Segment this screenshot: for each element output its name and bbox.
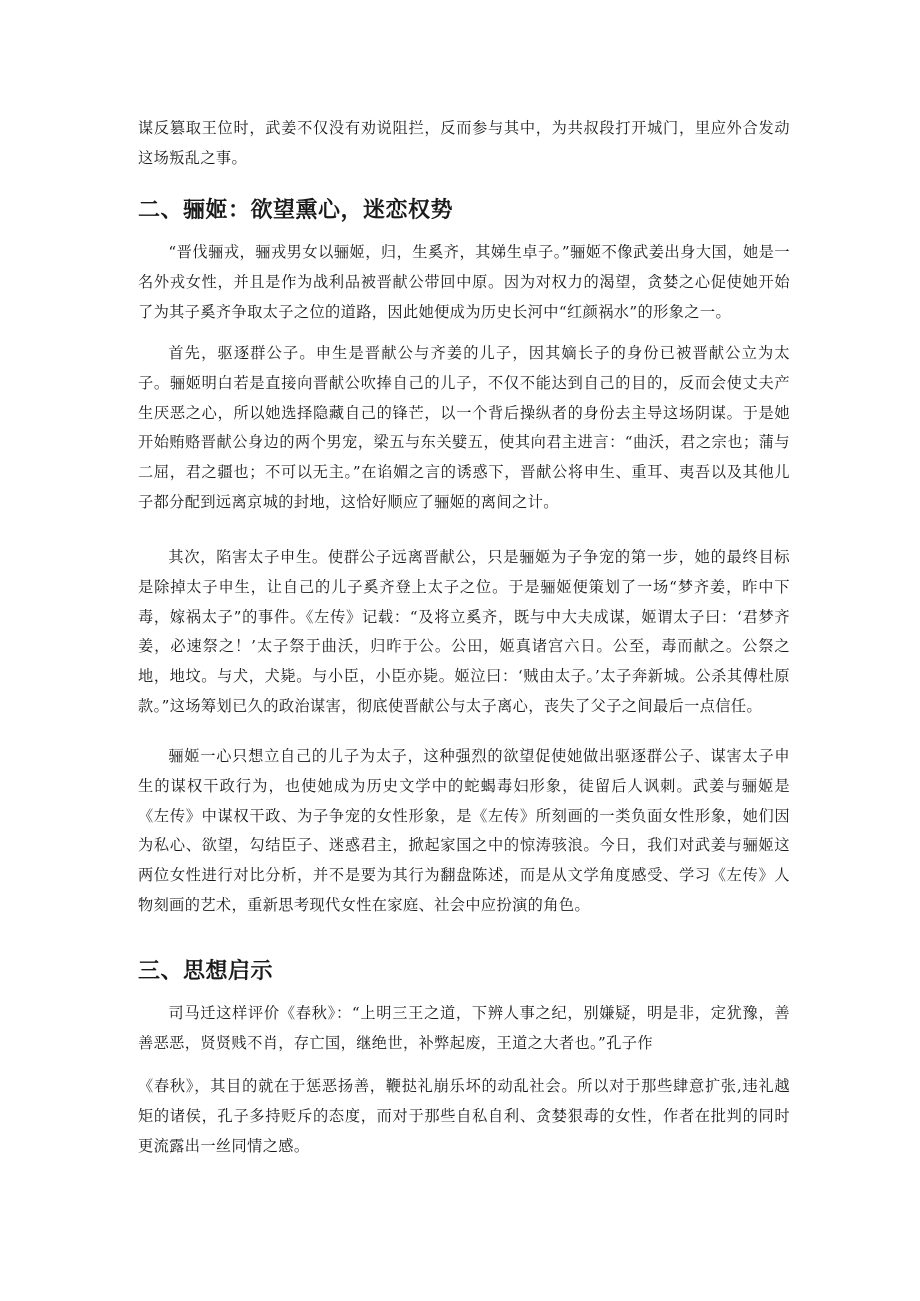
paragraph-section2-intro: “晋伐骊戎，骊戎男女以骊姬，归，生奚齐，其娣生卓子。”骊姬不像武姜出身大国，她是一名外戎女性，并且是作为战利品被晋献公带回中原。因为对权力的渴望，贪婪之心促使她开始了为其子奚齐争取太子之位的道路，因此她便成为历史长河中“红颜祸水”的形象之一。 [138, 243, 790, 321]
paragraph-section3-conclusion: 《春秋》，其目的就在于惩恶扬善，鞭挞礼崩乐坏的动乱社会。所以对于那些肆意扩张,违礼越矩的诸侯，孔子多持贬斥的态度，而对于那些自私自利、贪婪狠毒的女性，作者在批判的同时更流露出一丝同情之感。 [138, 1077, 790, 1155]
paragraph-continuation: 谋反篡取王位时，武姜不仅没有劝说阻拦，反而参与其中，为共叔段打开城门，里应外合发动这场叛乱之事。 [138, 119, 790, 167]
section-heading-2: 二、骊姬：欲望熏心，迷恋权势 [138, 198, 454, 223]
paragraph-section3-quote: 司马迁这样评价《春秋》：“上明三王之道，下辨人事之纪，别嫌疑，明是非，定犹豫，善善恶恶，贤贤贱不肖，存亡国，继绝世，补弊起废，王道之大者也。”孔子作 [138, 1004, 790, 1052]
paragraph-section2-summary: 骊姬一心只想立自己的儿子为太子，这种强烈的欲望促使她做出驱逐群公子、谋害太子申生的谋权干政行为，也使她成为历史文学中的蛇蝎毒妇形象，徒留后人讽刺。武姜与骊姬是《左传》中谋权干政、为子争宠的女性形象，是《左传》所刻画的一类负面女性形象，她们因为私心、欲望，勾结臣子、迷惑君主，掀起家国之中的惊涛骇浪。今日，我们对武姜与骊姬这两位女性进行对比分析，并不是要为其行为翻盘陈述，而是从文学角度感受、学习《左传》人物刻画的艺术，重新思考现代女性在家庭、社会中应扮演的角色。 [138, 747, 790, 914]
section-heading-3: 三、思想启示 [138, 959, 274, 984]
paragraph-section2-first: 首先，驱逐群公子。申生是晋献公与齐姜的儿子，因其嫡长子的身份已被晋献公立为太子。骊姬明白若是直接向晋献公吹捧自己的儿子，不仅不能达到自己的目的，反而会使丈夫产生厌恶之心，所以她选择隐藏自己的锋芒，以一个背后操纵者的身份去主导这场阴谋。于是她开始贿赂晋献公身边的两个男宠，梁五与东关嬖五，使其向君主进言：“曲沃，君之宗也；蒲与二屈，君之疆也；不可以无主。”在谄媚之言的诱惑下，晋献公将申生、重耳、夷吾以及其他儿子都分配到远离京城的封地，这恰好顺应了骊姬的离间之计。 [138, 344, 790, 511]
paragraph-section2-second: 其次，陷害太子申生。使群公子远离晋献公，只是骊姬为子争宠的第一步，她的最终目标是除掉太子申生，让自己的儿子奚齐登上太子之位。于是骊姬便策划了一场“梦齐姜，昨中下毒，嫁祸太子”的事件。《左传》记载：“及将立奚齐，既与中大夫成谋，姬谓太子曰：‘君梦齐姜，必速祭之！’太子祭于曲沃，归昨于公。公田，姬真诸宫六日。公至，毒而献之。公祭之地，地坟。与犬，犬毙。与小臣，小臣亦毙。姬泣曰：‘贼由太子。’太子奔新城。公杀其傅杜原款。”这场筹划已久的政治谋害，彻底使晋献公与太子离心，丧失了父子之间最后一点信任。 [138, 548, 790, 715]
